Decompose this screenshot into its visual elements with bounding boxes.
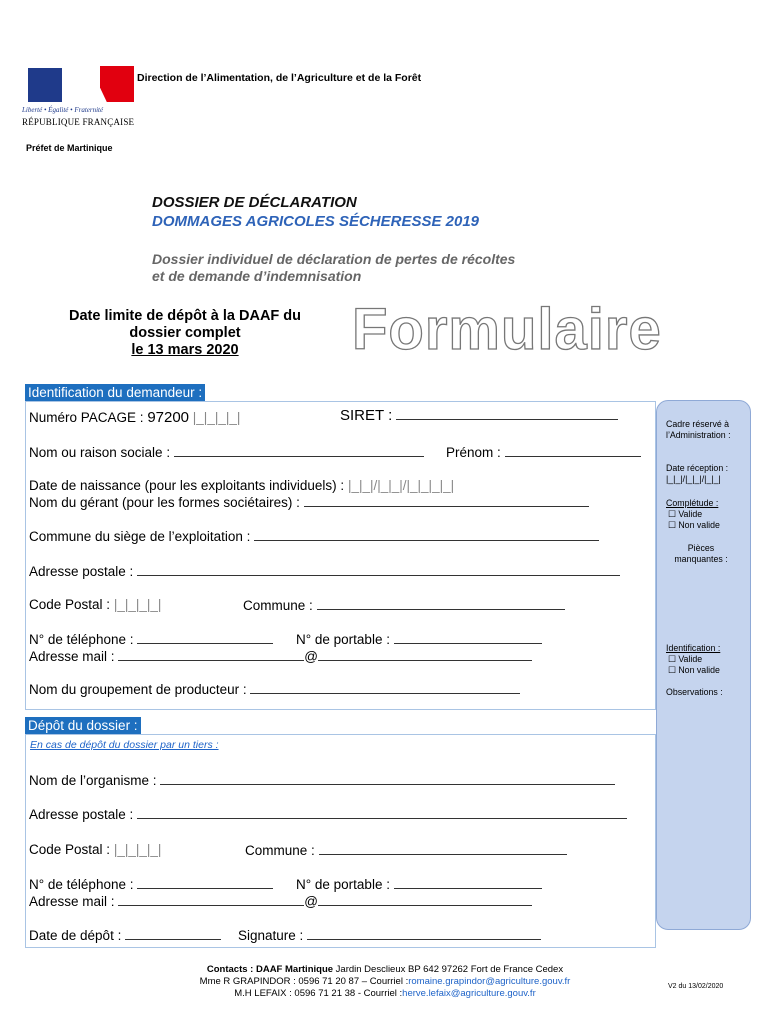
completude-non-valide-checkbox[interactable]: ☐ Non valide: [668, 520, 720, 530]
completude-valide-checkbox[interactable]: ☐ Valide: [668, 509, 703, 519]
pacage-prefix: 97200: [147, 409, 190, 426]
telephone-field[interactable]: N° de téléphone :: [29, 631, 273, 647]
depot-box: [25, 734, 656, 948]
description-line-1: Dossier individuel de déclaration de pertes de récoltes: [152, 251, 516, 267]
gerant-field[interactable]: Nom du gérant (pour les formes sociétaires) :: [29, 494, 589, 510]
depot-header: Dépôt du dossier :: [25, 717, 141, 734]
nom-field[interactable]: Nom ou raison sociale :: [29, 444, 424, 460]
pacage-field[interactable]: Numéro PACAGE : 97200 |_|_|_|_|: [29, 409, 241, 426]
admin-date-boxes: |_|_|/|_|_|/|_|_|: [666, 474, 721, 484]
marianne-icon: [22, 62, 138, 102]
formulaire-stamp: Formulaire: [352, 297, 662, 362]
depot-commune-field[interactable]: Commune :: [245, 842, 567, 858]
depot-tiers-note: En cas de dépôt du dossier par un tiers :: [30, 739, 219, 751]
version-label: V2 du 13/02/2020: [668, 983, 724, 990]
groupement-field[interactable]: Nom du groupement de producteur :: [29, 681, 520, 697]
logo-motto: Liberté • Égalité • Fraternité: [22, 106, 104, 114]
deadline-line-1: Date limite de dépôt à la DAAF du: [68, 308, 302, 324]
admin-observations: Observations :: [666, 687, 723, 697]
admin-cadre: Cadre réservé à l’Administration :: [666, 419, 731, 440]
commune-field[interactable]: Commune :: [243, 597, 565, 613]
logo-republic: RÉPUBLIQUE FRANÇAISE: [22, 117, 135, 127]
deadline-line-2: dossier complet: [129, 325, 241, 341]
depot-telephone-field[interactable]: N° de téléphone :: [29, 876, 273, 892]
admin-pieces: Pièces manquantes :: [674, 543, 728, 564]
depot-portable-field[interactable]: N° de portable :: [296, 876, 542, 892]
code-postal-field[interactable]: Code Postal : |_|_|_|_|: [29, 597, 162, 612]
depot-code-postal-field[interactable]: Code Postal : |_|_|_|_|: [29, 842, 162, 857]
contact-email-lefaix[interactable]: herve.lefaix@agriculture.gouv.fr: [402, 988, 536, 999]
contacts-address: Jardin Desclieux BP 642 97262 Fort de France Cedex: [333, 964, 564, 975]
identification-non-valide-checkbox[interactable]: ☐ Non valide: [668, 665, 720, 675]
contacts-label: Contacts : DAAF Martinique: [206, 964, 334, 975]
admin-completude: Complétude :: [666, 498, 719, 508]
date-depot-field[interactable]: Date de dépôt :: [29, 927, 221, 943]
adresse-field[interactable]: Adresse postale :: [29, 563, 620, 579]
republique-logo: [22, 62, 138, 127]
deadline-notice: [30, 308, 340, 359]
depot-adresse-field[interactable]: Adresse postale :: [29, 806, 627, 822]
admin-panel: [656, 400, 751, 930]
signature-field[interactable]: Signature :: [238, 927, 541, 943]
doc-description: [152, 251, 515, 285]
identification-header: Identification du demandeur :: [25, 384, 205, 401]
contact-email-grapindor[interactable]: romaine.grapindor@agriculture.gouv.fr: [408, 976, 571, 987]
mail-field[interactable]: Adresse mail : @: [29, 648, 532, 664]
doc-title: DOSSIER DE DÉCLARATION: [152, 194, 357, 211]
prefet-label: Préfet de Martinique: [26, 143, 113, 153]
naissance-field[interactable]: Date de naissance (pour les exploitants individuels) : |_|_|/|_|_|/|_|_|_|_|: [29, 478, 455, 493]
organisme-field[interactable]: Nom de l’organisme :: [29, 772, 615, 788]
description-line-2: et de demande d’indemnisation: [152, 268, 362, 284]
identification-valide-checkbox[interactable]: ☐ Valide: [668, 654, 703, 664]
portable-field[interactable]: N° de portable :: [296, 631, 542, 647]
commune-siege-field[interactable]: Commune du siège de l’exploitation :: [29, 528, 599, 544]
footer-contacts: Contacts : DAAF Martinique Jardin Desclieux BP 642 97262 Fort de France Cedex Mme R GRAPINDOR : 0596 71 20 87 – Courriel :romaine.grapindor@agriculture.gouv.fr M.H LEFAIX : 0596 71 21 38 - Courriel :herve.lefaix@agriculture.gouv.fr: [199, 964, 571, 999]
siret-field[interactable]: SIRET :: [340, 407, 618, 424]
admin-date-reception: Date réception :: [666, 463, 729, 473]
prenom-field[interactable]: Prénom :: [446, 444, 641, 460]
doc-subtitle: DOMMAGES AGRICOLES SÉCHERESSE 2019: [152, 213, 480, 230]
direction-title: Direction de l’Alimentation, de l’Agriculture et de la Forêt: [137, 72, 422, 84]
admin-identification: Identification :: [666, 643, 721, 653]
deadline-date: le 13 mars 2020: [131, 342, 239, 358]
depot-mail-field[interactable]: Adresse mail : @: [29, 893, 532, 909]
